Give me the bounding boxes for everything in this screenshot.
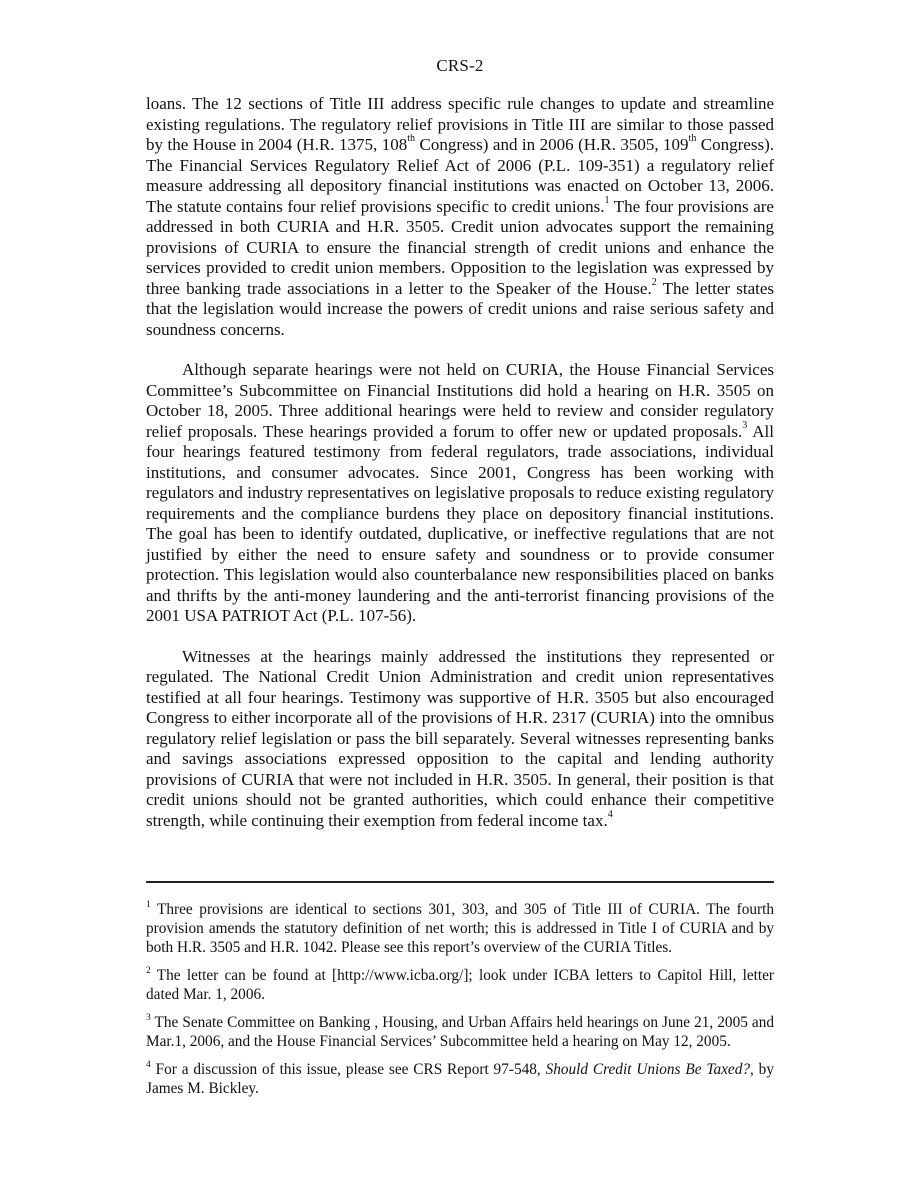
text-segment: Congress). The Financial Services Regulatory Relief Act of 2006 (P.L. 109-351) a regulatory relief measure addressing all depository financial institutions was enacted on October 13, 2006. The statute contains four relief provisions specific to credit unions.	[146, 135, 774, 216]
footnote-reference: th	[688, 133, 697, 145]
footnote-reference: 1	[604, 194, 610, 206]
body-text	[146, 94, 774, 851]
footnote-1	[146, 900, 774, 957]
italic-title: Should Credit Unions Be Taxed?	[545, 1061, 750, 1078]
footnote-3	[146, 1013, 774, 1051]
footnote-reference: 3	[742, 419, 748, 431]
footnote-reference: 4	[146, 1059, 151, 1070]
text-segment: The letter can be found at [http://www.icba.org/]; look under ICBA letters to Capitol Hill, letter dated Mar. 1, 2006.	[146, 967, 774, 1003]
footnote-divider	[146, 881, 774, 883]
paragraph-2	[146, 360, 774, 627]
footnote-reference: 1	[146, 899, 151, 910]
footnote-reference: 2	[146, 965, 151, 976]
text-segment: Three provisions are identical to sections 301, 303, and 305 of Title III of CURIA. The fourth provision amends the statutory definition of net worth; this is addressed in Title I of CURIA and by both H.R. 3505 and H.R. 1042. Please see this report’s overview of the CURIA Titles.	[146, 901, 774, 956]
footnote-2	[146, 966, 774, 1004]
text-segment: , by James M. Bickley.	[146, 1061, 774, 1097]
text-segment: Congress) and in 2006 (H.R. 3505, 109	[415, 135, 689, 154]
text-segment: For a discussion of this issue, please see CRS Report 97-548,	[150, 1061, 546, 1078]
text-segment: The four provisions are addressed in both CURIA and H.R. 3505. Credit union advocates support the remaining provisions of CURIA to ensure the financial strength of credit unions and enhance the services provided to credit union members. Opposition to the legislation was expressed by three banking trade associations in a letter to the Speaker of the House.	[146, 196, 774, 298]
paragraph-1	[146, 94, 774, 340]
paragraph-3	[146, 647, 774, 832]
text-segment: All four hearings featured testimony from federal regulators, trade associations, individual institutions, and consumer advocates. Since 2001, Congress has been working with regulators and industry representatives on legislative proposals to reduce existing regulatory requirements and the compliance burdens they place on depository financial institutions. The goal has been to identify outdated, duplicative, or ineffective regulations that are not justified by either the need to ensure safety and soundness or to provide consumer protection. This legislation would also counterbalance new responsibilities placed on banks and thrifts by the anti-money laundering and the anti-terrorist financing provisions of the 2001 USA PATRIOT Act (P.L. 107-56).	[146, 421, 774, 625]
text-segment: The Senate Committee on Banking , Housing, and Urban Affairs held hearings on June 21, 2005 and Mar.1, 2006, and the House Financial Services’ Subcommittee held a hearing on May 12, 2005.	[146, 1014, 774, 1050]
page-number-header: CRS-2	[436, 56, 484, 75]
text-segment: Although separate hearings were not held on CURIA, the House Financial Services Committee’s Subcommittee on Financial Institutions did hold a hearing on H.R. 3505 on October 18, 2005. Three additional hearings were held to review and consider regulatory relief proposals. These hearings provided a forum to offer new or updated proposals.	[146, 360, 774, 441]
footnote-reference: 2	[651, 276, 657, 288]
footnote-reference: 3	[146, 1012, 151, 1023]
footnote-reference: 4	[607, 808, 613, 820]
footnote-reference: th	[407, 133, 416, 145]
footnote-4	[146, 1060, 774, 1098]
text-segment: The letter states that the legislation would increase the powers of credit unions and raise serious safety and soundness concerns.	[146, 278, 774, 339]
footnotes-section	[146, 900, 774, 1107]
text-segment: loans. The 12 sections of Title III address specific rule changes to update and streamline existing regulations. The regulatory relief provisions in Title III are similar to those passed by the House in 2004 (H.R. 1375, 108	[146, 94, 774, 154]
text-segment: Witnesses at the hearings mainly addressed the institutions they represented or regulated. The National Credit Union Administration and credit union representatives testified at all four hearings. Testimony was supportive of H.R. 3505 but also encouraged Congress to either incorporate all of the provisions of H.R. 2317 (CURIA) into the omnibus regulatory relief legislation or pass the bill separately. Several witnesses representing banks and savings associations expressed opposition to the capital and lending authority provisions of CURIA that were not included in H.R. 3505. In general, their position is that credit unions should not be granted authorities, which could enhance their competitive strength, while continuing their exemption from federal income tax.	[146, 646, 774, 830]
